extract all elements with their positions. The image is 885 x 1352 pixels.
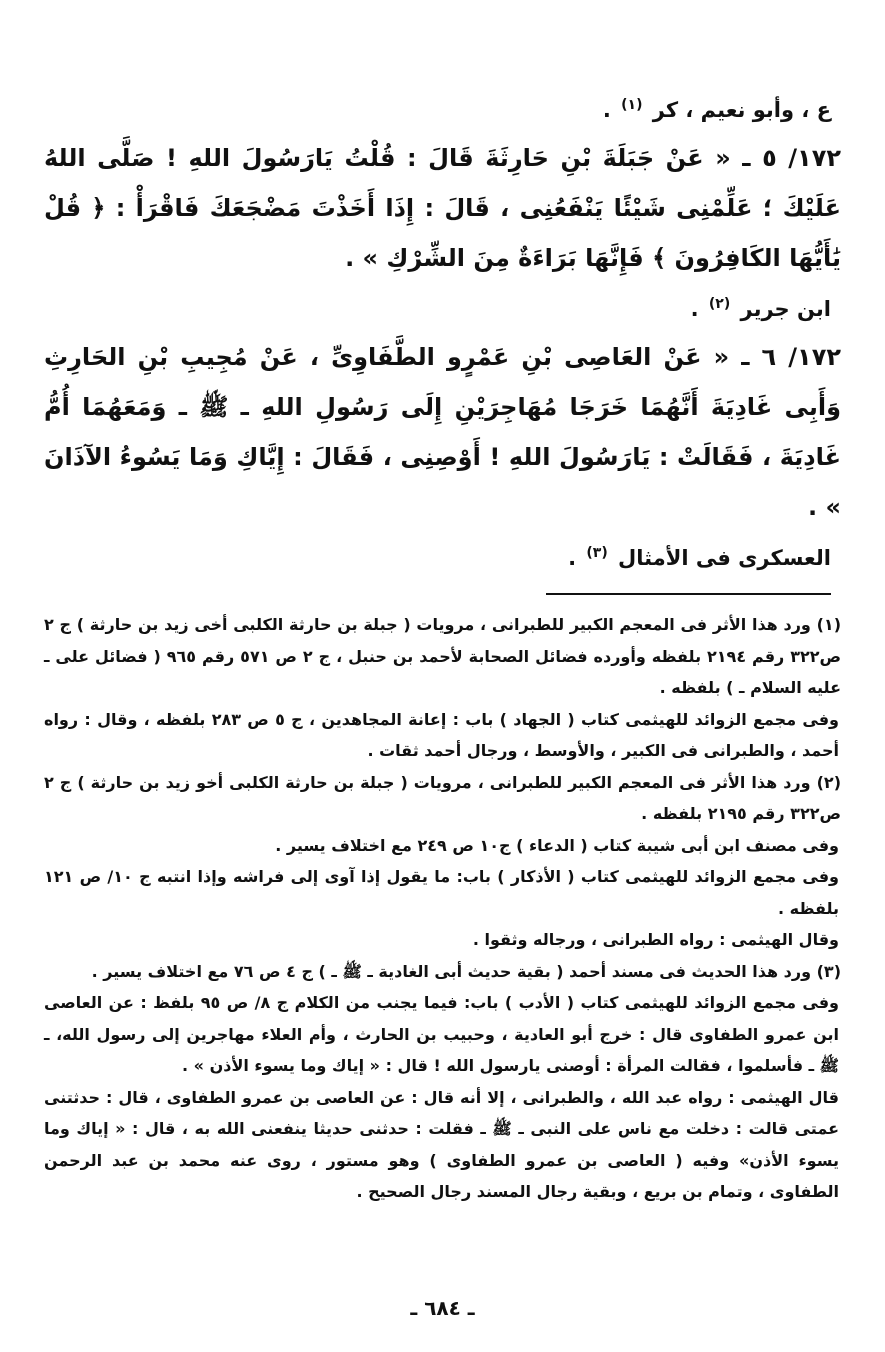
footnote-ref: (٢)	[708, 296, 731, 312]
footnote-2	[44, 767, 841, 956]
footnote-paragraph: وقال الهيثمى : رواه الطبرانى ، ورجاله وثقوا .	[472, 930, 839, 949]
footnote-paragraph: (٣) ورد هذا الحديث فى مسند أحمد ( بقية حديث أبى الغادية ـ ﷺ ـ ) ج ٤ ص ٧٦ مع اختلاف يسير .	[91, 961, 841, 981]
page-number: ـ ٦٨٤ ـ	[410, 1296, 475, 1320]
hadith-section	[44, 88, 841, 575]
footnote-1	[44, 609, 841, 767]
footnote-separator	[546, 593, 831, 595]
footnote-paragraph: وفى مجمع الزوائد للهيثمى كتاب ( الأدب ) باب: فيما يجنب من الكلام ج ٨/ ص ٩٥ بلفظ : عن العاصى ابن عمرو الطفاوى قال : خرج أبو العادية ، وحبيب بن الحارث ، وأم العلاء مهاجرين إلى رسول الله، ـ ﷺ ـ فأسلموا ، فقالت المرأة : أوصنى يارسول الله ! قال : « إياك وما يسوء الأذن » .	[44, 993, 839, 1075]
source-citation-3	[44, 536, 831, 575]
hadith-text-5: ١٧٢/ ٥ ـ « عَنْ جَبَلَةَ بْنِ حَارِثَةَ قَالَ : قُلْتُ يَارَسُولَ اللهِ ! صَلَّى اللهُ عَلَيْكَ ؛ عَلِّمْنِى شَيْئًا يَنْفَعُنِى ، قَالَ : إِذَا أَخَذْتَ مَضْجَعَكَ فَاقْرَأْ : ﴿ قُلْ يَٰأَيُّهَا الكَافِرُونَ ﴾ فَإِنَّهَا بَرَاءَةٌ مِنَ الشِّرْكِ » .	[44, 144, 841, 272]
source-period: .	[690, 297, 699, 321]
source-citation-2	[44, 287, 831, 326]
hadith-text-6: ١٧٢/ ٦ ـ « عَنْ العَاصِى بْنِ عَمْرٍو الطَّفَاوِىِّ ، عَنْ مُجِيبِ بْنِ الحَارِثِ وَأَبِى غَادِيَةَ أَنَّهُمَا خَرَجَا مُهَاجِرَيْنِ إِلَى رَسُولِ اللهِ ـ ﷺ ـ وَمَعَهُمَا أُمُّ غَادِيَةَ ، فَقَالَتْ : يَارَسُولَ اللهِ ! أَوْصِنِى ، فَقَالَ : إِيَّاكِ وَمَا يَسُوءُ الآذَانَ » .	[44, 343, 841, 521]
footnote-paragraph: (١) ورد هذا الأثر فى المعجم الكبير للطبرانى ، مرويات ( جبلة بن حارثة الكلبى أخى زيد بن حارثة ) ج ٢ ص٣٢٢ رقم ٢١٩٤ بلفظه وأورده فضائل الصحابة لأحمد بن حنبل ، ج ٢ ص ٥٧١ رقم ٩٦٥ ( فضائل على ـ عليه السلام ـ ) بلفظه .	[44, 615, 842, 697]
footnote-paragraph: وفى مجمع الزوائد للهيثمى كتاب ( الجهاد ) باب : إعانة المجاهدين ، ج ٥ ص ٢٨٣ بلفظه ، وقال : رواه أحمد ، والطبرانى فى الكبير ، والأوسط ، ورجال أحمد ثقات .	[44, 709, 840, 760]
footnote-paragraph: قال الهيثمى : رواه عبد الله ، والطبرانى ، إلا أنه قال : عن العاصى بن عمرو الطفاوى ، قال : حدثتنى عمتى قالت : دخلت مع ناس على النبى ـ ﷺ ـ فقلت : حدثنى حديثا ينفعنى الله به ، قال : « إياك وما يسوء الأذن» وفيه ( العاصى بن عمرو الطفاوى ) وهو مستور ، روى عنه محمد بن عبد الرحمن الطفاوى ، وتمام بن بريع ، وبقية رجال المسند رجال الصحيح .	[44, 1087, 839, 1201]
footnote-paragraph: وفى مصنف ابن أبى شيبة كتاب ( الدعاء ) ج١٠ ص ٢٤٩ مع اختلاف يسير .	[275, 835, 839, 855]
footnote-paragraph: وفى مجمع الزوائد للهيثمى كتاب ( الأذكار ) باب: ما يقول إذا آوى إلى فراشه وإذا انتبه ج ١٠/ ص ١٢١ بلفظه .	[44, 867, 839, 918]
footnote-ref: (١)	[621, 97, 643, 113]
source-period: .	[568, 546, 577, 570]
source-citation-1	[44, 88, 831, 127]
source-text: العسكرى فى الأمثال	[618, 546, 831, 570]
source-text: ابن جرير	[740, 297, 831, 321]
footnote-paragraph: (٢) ورد هذا الأثر فى المعجم الكبير للطبرانى ، مرويات ( جبلة بن حارثة الكلبى أخو زيد بن حارثة ) ج ٢ ص٣٢٢ رقم ٢١٩٥ بلفظه .	[44, 772, 841, 823]
footnote-ref: (٣)	[586, 545, 608, 561]
source-text: ع ، وأبو نعيم ، كر	[652, 98, 831, 122]
footnotes-section	[44, 609, 841, 1208]
footnote-3	[44, 956, 841, 1208]
source-period: .	[602, 98, 611, 122]
